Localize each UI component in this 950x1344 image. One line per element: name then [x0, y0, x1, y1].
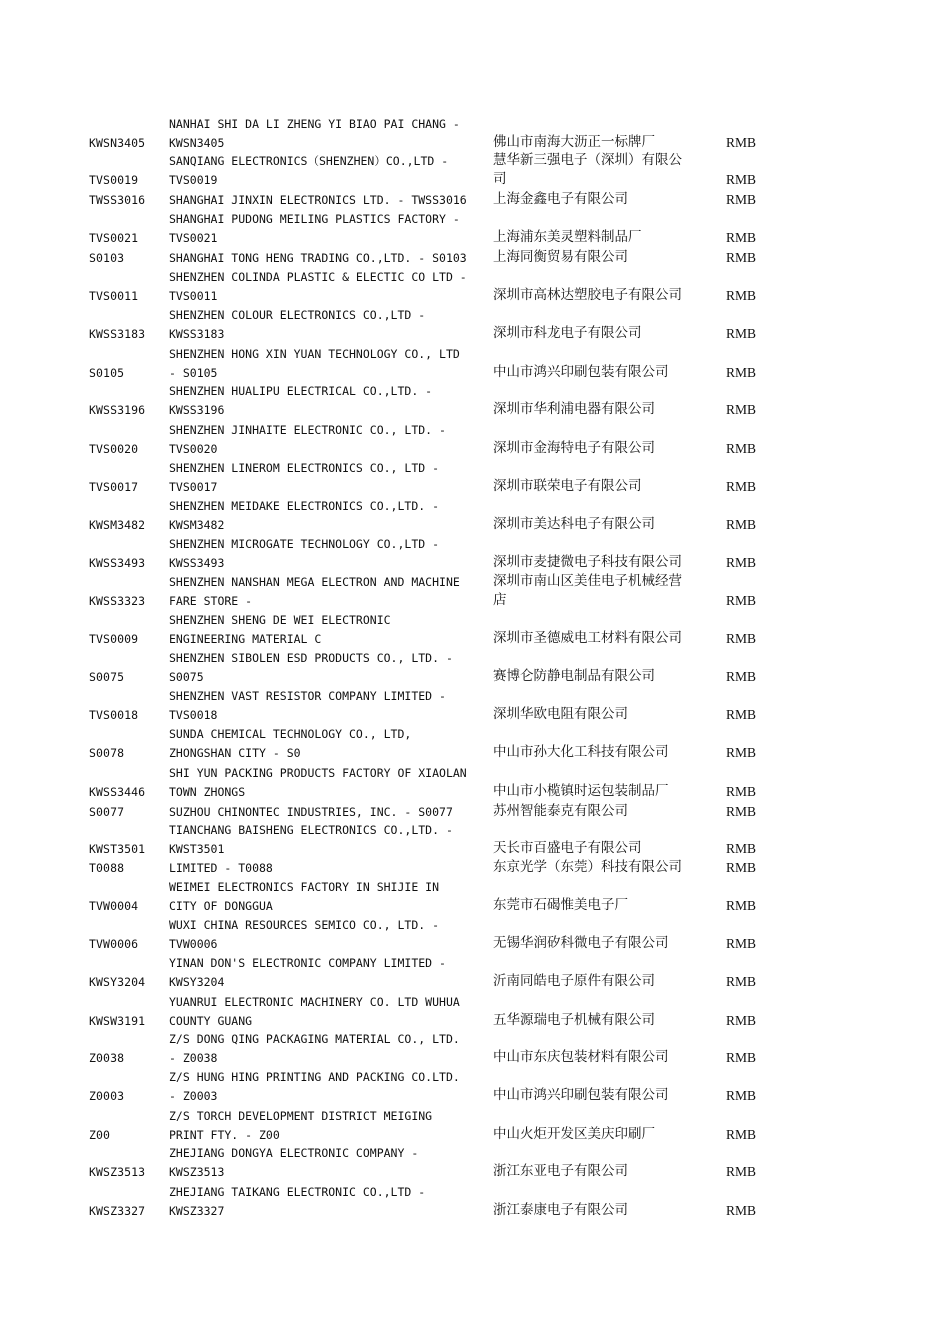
supplier-name: Z/S DONG QING PACKAGING MATERIAL CO., LTD. - Z0038	[169, 1032, 460, 1065]
supplier-name-chinese: 苏州智能泰克有限公司	[493, 803, 628, 819]
currency: RMB	[726, 365, 757, 380]
supplier-name-chinese: 浙江泰康电子有限公司	[493, 1202, 628, 1218]
supplier-name-chinese: 中山火炬开发区美庆印刷厂	[493, 1126, 655, 1142]
supplier-name-chinese: 东京光学（东莞）科技有限公司	[493, 859, 682, 875]
supplier-name: Z/S HUNG HING PRINTING AND PACKING CO.LTD. - Z0003	[169, 1070, 460, 1103]
currency: RMB	[726, 172, 757, 187]
supplier-name-chinese: 赛博仑防静电制品有限公司	[493, 668, 655, 684]
supplier-name-chinese: 沂南同皓电子原件有限公司	[493, 973, 655, 989]
supplier-name: SHENZHEN MICROGATE TECHNOLOGY CO.,LTD - KWSS3493	[169, 537, 440, 570]
supplier-code: TVS0019	[89, 173, 139, 187]
supplier-name: SHENZHEN SHENG DE WEI ELECTRONIC ENGINEERING MATERIAL C	[169, 613, 391, 646]
supplier-code: TVS0011	[89, 289, 139, 303]
supplier-name-chinese: 中山市鸿兴印刷包装有限公司	[493, 364, 669, 380]
supplier-name-chinese: 无锡华润矽科微电子有限公司	[493, 935, 669, 951]
supplier-name: SUZHOU CHINONTEC INDUSTRIES, INC. - S0077	[169, 804, 453, 819]
currency: RMB	[726, 326, 757, 341]
currency: RMB	[726, 1127, 757, 1142]
supplier-name: SHENZHEN HONG XIN YUAN TECHNOLOGY CO., LTD - S0105	[169, 347, 460, 380]
supplier-code: Z0003	[89, 1089, 125, 1103]
supplier-name: ZHEJIANG TAIKANG ELECTRONIC CO.,LTD - KWSZ3327	[169, 1185, 426, 1218]
currency: RMB	[726, 936, 757, 951]
supplier-code: S0075	[89, 670, 125, 684]
supplier-name: SANQIANG ELECTRONICS（SHENZHEN）CO.,LTD - TVS0019	[169, 154, 449, 187]
supplier-name-chinese: 五华源瑞电子机械有限公司	[493, 1012, 655, 1028]
currency: RMB	[726, 1088, 757, 1103]
supplier-name: WEIMEI ELECTRONICS FACTORY IN SHIJIE IN CITY OF DONGGUA	[169, 880, 440, 913]
supplier-code: S0105	[89, 366, 125, 380]
currency: RMB	[726, 707, 757, 722]
supplier-name: SHANGHAI PUDONG MEILING PLASTICS FACTORY - TVS0021	[169, 212, 460, 245]
currency: RMB	[726, 1203, 757, 1218]
supplier-name: NANHAI SHI DA LI ZHENG YI BIAO PAI CHANG - KWSN3405	[169, 117, 460, 150]
currency: RMB	[726, 288, 757, 303]
currency: RMB	[726, 402, 757, 417]
supplier-code: KWST3501	[89, 842, 146, 856]
supplier-code: KWSY3204	[89, 975, 146, 989]
supplier-name: ZHEJIANG DONGYA ELECTRONIC COMPANY - KWSZ3513	[169, 1146, 419, 1179]
supplier-name-chinese: 上海同衡贸易有限公司	[493, 249, 628, 265]
currency: RMB	[726, 135, 757, 150]
currency: RMB	[726, 841, 757, 856]
supplier-code: KWSS3323	[89, 594, 146, 608]
currency: RMB	[726, 784, 757, 799]
supplier-name: TIANCHANG BAISHENG ELECTRONICS CO.,LTD. - KWST3501	[169, 823, 453, 856]
currency: RMB	[726, 593, 757, 608]
supplier-name: SHANGHAI JINXIN ELECTRONICS LTD. - TWSS3016	[169, 192, 467, 207]
supplier-code: Z0038	[89, 1051, 125, 1065]
supplier-name-chinese: 中山市孙大化工科技有限公司	[493, 744, 669, 760]
supplier-name: YINAN DON'S ELECTRONIC COMPANY LIMITED - KWSY3204	[169, 956, 446, 989]
supplier-name-chinese: 上海浦东美灵塑料制品厂	[493, 229, 642, 245]
supplier-code: TWSS3016	[89, 193, 146, 207]
supplier-name: SHENZHEN JINHAITE ELECTRONIC CO., LTD. - TVS0020	[169, 423, 446, 456]
supplier-name: WUXI CHINA RESOURCES SEMICO CO., LTD. - TVW0006	[169, 918, 440, 951]
supplier-name-chinese: 慧华新三强电子（深圳）有限公 司	[493, 152, 682, 187]
supplier-name: SHI YUN PACKING PRODUCTS FACTORY OF XIAOLAN TOWN ZHONGS	[169, 766, 467, 799]
supplier-name: SHENZHEN VAST RESISTOR COMPANY LIMITED - TVS0018	[169, 689, 446, 722]
supplier-name-chinese: 中山市小榄镇时运包装制品厂	[493, 783, 669, 799]
currency: RMB	[726, 1050, 757, 1065]
supplier-name: SHENZHEN LINEROM ELECTRONICS CO., LTD - TVS0017	[169, 461, 440, 494]
supplier-code: TVS0020	[89, 442, 139, 456]
currency: RMB	[726, 517, 757, 532]
currency: RMB	[726, 669, 757, 684]
supplier-name: SHANGHAI TONG HENG TRADING CO.,LTD. - S0103	[169, 250, 467, 265]
supplier-name: SHENZHEN NANSHAN MEGA ELECTRON AND MACHINE FARE STORE -	[169, 575, 460, 608]
supplier-name: SHENZHEN HUALIPU ELECTRICAL CO.,LTD. - KWSS3196	[169, 384, 433, 417]
supplier-code: KWSS3183	[89, 327, 146, 341]
currency: RMB	[726, 192, 757, 207]
supplier-code: TVS0017	[89, 480, 139, 494]
supplier-name: YUANRUI ELECTRONIC MACHINERY CO. LTD WUHUA COUNTY GUANG	[169, 995, 460, 1028]
currency: RMB	[726, 441, 757, 456]
supplier-code: KWSS3493	[89, 556, 146, 570]
currency: RMB	[726, 479, 757, 494]
supplier-code: S0103	[89, 251, 125, 265]
supplier-code: TVW0004	[89, 899, 139, 913]
supplier-code: TVW0006	[89, 937, 139, 951]
supplier-name-chinese: 深圳市科龙电子有限公司	[493, 325, 642, 341]
currency: RMB	[726, 974, 757, 989]
supplier-name-chinese: 深圳市美达科电子有限公司	[493, 516, 655, 532]
supplier-code: T0088	[89, 861, 125, 875]
supplier-code: S0077	[89, 805, 125, 819]
supplier-name: LIMITED - T0088	[169, 860, 273, 875]
supplier-name-chinese: 浙江东亚电子有限公司	[493, 1163, 628, 1179]
supplier-name: SHENZHEN COLOUR ELECTRONICS CO.,LTD - KWSS3183	[169, 308, 426, 341]
supplier-name-chinese: 深圳市圣德威电工材料有限公司	[493, 630, 682, 646]
supplier-code: TVS0021	[89, 231, 139, 245]
supplier-code: KWSW3191	[89, 1014, 146, 1028]
currency: RMB	[726, 250, 757, 265]
supplier-code: TVS0009	[89, 632, 139, 646]
supplier-code: KWSM3482	[89, 518, 146, 532]
supplier-name-chinese: 东莞市石碣惟美电子厂	[493, 897, 628, 913]
supplier-name-chinese: 深圳市麦捷微电子科技有限公司	[493, 554, 682, 570]
supplier-name-chinese: 佛山市南海大沥正一标牌厂	[493, 134, 655, 150]
supplier-name: Z/S TORCH DEVELOPMENT DISTRICT MEIGING PRINT FTY. - Z00	[169, 1109, 433, 1142]
supplier-code: Z00	[89, 1128, 111, 1142]
supplier-name-chinese: 深圳市高林达塑胶电子有限公司	[493, 287, 682, 303]
currency: RMB	[726, 631, 757, 646]
supplier-code: KWSS3196	[89, 403, 146, 417]
supplier-name-chinese: 深圳市华利浦电器有限公司	[493, 401, 655, 417]
currency: RMB	[726, 804, 757, 819]
currency: RMB	[726, 555, 757, 570]
supplier-code: KWSN3405	[89, 136, 146, 150]
supplier-name-chinese: 深圳华欧电阻有限公司	[493, 706, 628, 722]
supplier-code: KWSS3446	[89, 785, 146, 799]
currency: RMB	[726, 1164, 757, 1179]
supplier-name-chinese: 上海金鑫电子有限公司	[493, 191, 628, 207]
supplier-name: SHENZHEN MEIDAKE ELECTRONICS CO.,LTD. - KWSM3482	[169, 499, 440, 532]
supplier-name-chinese: 深圳市金海特电子有限公司	[493, 440, 655, 456]
supplier-code: KWSZ3327	[89, 1204, 146, 1218]
supplier-name: SHENZHEN SIBOLEN ESD PRODUCTS CO., LTD. - S0075	[169, 651, 453, 684]
supplier-name-chinese: 深圳市南山区美佳电子机械经营 店	[493, 573, 682, 608]
supplier-name: SUNDA CHEMICAL TECHNOLOGY CO., LTD, ZHONGSHAN CITY - S0	[169, 727, 412, 760]
currency: RMB	[726, 860, 757, 875]
currency: RMB	[726, 230, 757, 245]
supplier-name: SHENZHEN COLINDA PLASTIC & ELECTIC CO LTD - TVS0011	[169, 270, 467, 303]
currency: RMB	[726, 745, 757, 760]
supplier-code: S0078	[89, 746, 125, 760]
currency: RMB	[726, 898, 757, 913]
supplier-name-chinese: 深圳市联荣电子有限公司	[493, 478, 642, 494]
currency: RMB	[726, 1013, 757, 1028]
supplier-code: TVS0018	[89, 708, 139, 722]
supplier-name-chinese: 中山市东庆包装材料有限公司	[493, 1049, 669, 1065]
supplier-name-chinese: 中山市鸿兴印刷包装有限公司	[493, 1087, 669, 1103]
supplier-code: KWSZ3513	[89, 1165, 146, 1179]
supplier-name-chinese: 天长市百盛电子有限公司	[493, 840, 642, 856]
